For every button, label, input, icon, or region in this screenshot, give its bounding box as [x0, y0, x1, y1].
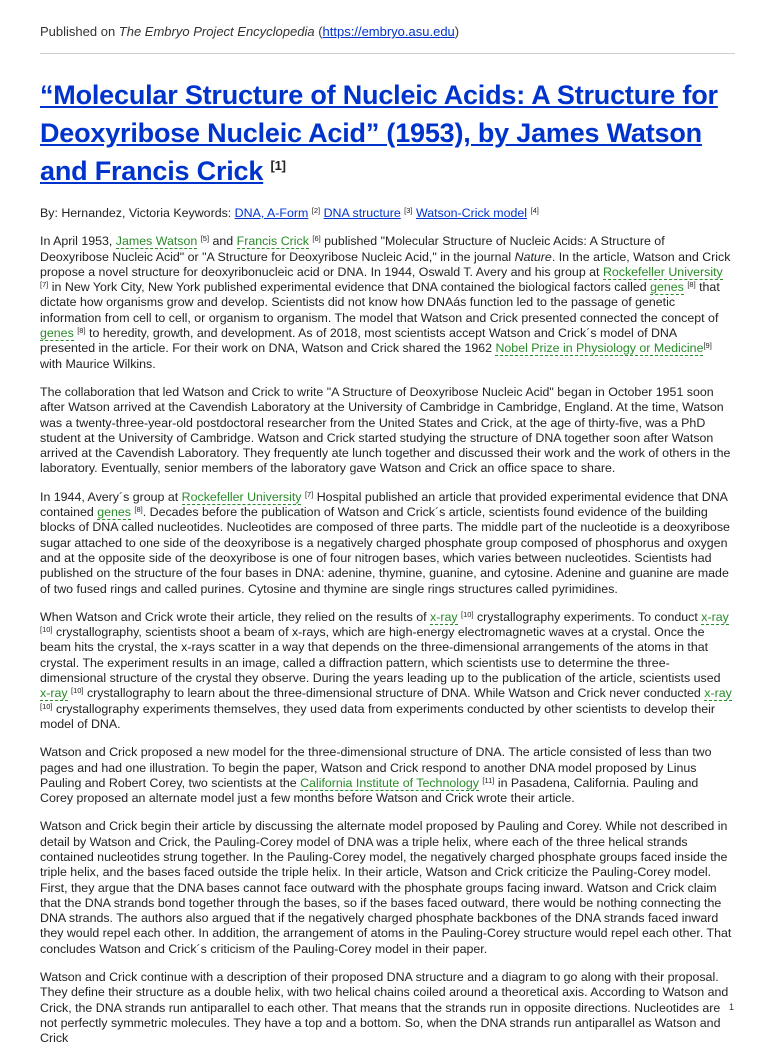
- link-francis-crick[interactable]: Francis Crick: [236, 234, 309, 249]
- article-title-link[interactable]: “Molecular Structure of Nucleic Acids: A Structure for Deoxyribose Nucleic Acid” (1953), by James Watson and Francis Crick: [40, 80, 718, 186]
- text: In April 1953,: [40, 234, 116, 249]
- url-close: ): [454, 24, 460, 39]
- text: . Decades before the publication of Watson and Crick´s article, scientists found evidence of the building blocks of DNA called nucleotides. Nucleotides are composed of three parts. The middle part of the nucleotide is a deoxyribose sugar attached to one side of the deoxyribose is a negatively charged phosphate group composed of phosphorus and oxygen and at the opposite side of the deoxyribose is one of four nitrogen bases, which varies between nucleotides. Scientists had published on the structure of the four bases in DNA: adenine, thymine, guanine, and cytosine. Adenine and guanine are made of two fused rings and called purines. Cytosine and thymine are single rings structures called pyrimidines.: [40, 505, 730, 596]
- header-divider: [40, 53, 735, 54]
- ref: [8]: [77, 326, 86, 336]
- ref: [9]: [703, 341, 712, 351]
- link-nobel-prize[interactable]: Nobel Prize in Physiology or Medicine: [495, 341, 704, 356]
- link-genes[interactable]: genes: [650, 280, 684, 295]
- ref: [5]: [200, 234, 210, 244]
- ref: [3]: [404, 206, 413, 215]
- journal-name: Nature: [514, 249, 552, 264]
- keyword-dna-a-form[interactable]: DNA, A-Form: [234, 206, 309, 220]
- text: Hospital published an article that provided experimental evidence that DNA contained: [40, 489, 728, 520]
- page-number: 1: [728, 1002, 734, 1012]
- article-title: [40, 76, 730, 190]
- link-x-ray[interactable]: x-ray: [704, 686, 732, 701]
- link-caltech[interactable]: California Institute of Technology: [300, 775, 479, 790]
- byline: [40, 206, 734, 221]
- published-prefix: Published on: [40, 24, 119, 39]
- link-x-ray[interactable]: x-ray: [40, 686, 68, 701]
- paragraph-2: The collaboration that led Watson and Crick to write "A Structure of Deoxyribose Nucleic Acid" began in October 1951 soon after Watson arrived at the Cavendish Laboratory at the University of Cambridge in Cambridge, England. At the time, Watson was a twenty-three-year-old postdoctoral researcher from the United States and Crick, at the age of thirty-five, was a PhD student at the University of Cambridge. Watson and Crick started studying the structure of DNA together soon after Watson arrived at the Cavendish Laboratory. They frequently ate lunch together and discussed their work and the work of others in the laboratory. Eventually, senior members of the laboratory gave Watson and Crick an office space to share.: [40, 384, 731, 476]
- article-body: [40, 206, 734, 1060]
- url-open: (: [314, 24, 323, 39]
- ref: [2]: [311, 206, 321, 215]
- ref: [10]: [40, 625, 53, 635]
- embryo-url-link[interactable]: https://embryo.asu.edu: [322, 24, 455, 39]
- paragraph-1: [40, 234, 734, 372]
- link-james-watson[interactable]: James Watson: [115, 234, 198, 249]
- paragraph-4: [40, 610, 734, 732]
- ref: [7]: [304, 489, 314, 499]
- ref: [6]: [312, 234, 321, 244]
- paragraph-5: [40, 745, 734, 806]
- title-ref: [1]: [270, 158, 286, 173]
- text: crystallography to learn about the three-dimensional structure of DNA. While Watson and Crick never conducted: [83, 686, 705, 701]
- text: . In the article, Watson and Crick propose a novel structure for deoxyribonucleic acid or DNA. In 1944, Oswald T. Avery and his group at: [40, 249, 731, 279]
- ref: [7]: [40, 280, 49, 290]
- link-rockefeller-university[interactable]: Rockefeller University: [181, 489, 302, 504]
- ref: [10]: [461, 609, 474, 619]
- link-rockefeller-university[interactable]: Rockefeller University: [602, 264, 723, 279]
- text: crystallography, scientists shoot a beam of x-rays, which are high-energy electromagnetic waves at a crystal. Once the beam hits the crystal, the x-rays scatter in a way that depends on the three-dimensional arrangements of the atoms in that crystal. The experiment results in an image, called a diffraction pattern, which scientists use to determine the three-dimensional structure of the crystal they observe. During the years leading up to the publication of the article, scientists used: [40, 625, 721, 686]
- paragraph-3: [40, 490, 734, 597]
- published-header: [40, 24, 730, 40]
- ref: [10]: [40, 701, 53, 711]
- publication-name: The Embryo Project Encyclopedia: [118, 24, 315, 39]
- paragraph-7: Watson and Crick continue with a description of their proposed DNA structure and a diagram to go along with their proposal. They define their structure as a double helix, with two helical chains coiled around a theoretical axis. According to Watson and Crick, the DNA strands run antiparallel to each other. That means that the strands run in opposite directions. Nucleotides are not perfectly symmetric molecules. They have a top and a bottom. So, when the DNA strands run antiparallel as Watson and Crick: [40, 970, 729, 1046]
- text: to heredity, growth, and development. As of 2018, most scientists accept Watson and Crick´s model of DNA presented in the article. For their work on DNA, Watson and Crick shared the 1962: [40, 326, 677, 356]
- ref: [10]: [71, 686, 84, 696]
- link-genes[interactable]: genes: [40, 326, 74, 341]
- ref: [4]: [530, 206, 539, 215]
- link-genes[interactable]: genes: [97, 505, 131, 520]
- paragraph-6: Watson and Crick begin their article by discussing the alternate model proposed by Pauling and Corey. While not described in detail by Watson and Crick, the Pauling-Corey model of DNA was a triple helix, where each of the three helical strands contained nucleotides strung together. In the Pauling-Corey model, the negatively charged phosphate groups faced inside the triple helix, and the bases faced outside the triple helix. In their article, Watson and Crick criticize the Pauling-Corey model. First, they argue that the DNA bases cannot face outward with the phosphate groups facing inward. Watson and Crick claim that the DNA strands bond together through the bases, so if the bases faced outward, there would be nothing connecting the DNA strands. The authors also argued that if the negatively charged phosphate backbones of the DNA strands faced inward they would repel each other. In addition, the arrangement of atoms in the Pauling-Corey structure would repel each other. That concludes Watson and Crick´s criticism of the Pauling-Corey model in their paper.: [40, 819, 732, 956]
- text: crystallography experiments. To conduct: [473, 609, 702, 624]
- keyword-watson-crick-model[interactable]: Watson-Crick model: [415, 206, 528, 220]
- ref: [8]: [134, 505, 143, 515]
- text: in New York City, New York published experimental evidence that DNA contained the biological factors called: [48, 280, 651, 295]
- text: and: [209, 234, 237, 249]
- text: Watson and Crick proposed a new model for the three-dimensional structure of DNA. The article consisted of less than two pages and had one illustration. To begin the paper, Watson and Crick respond to another DNA model proposed by Linus Pauling and Robert Corey, two scientists at the: [40, 745, 712, 790]
- link-x-ray[interactable]: x-ray: [701, 609, 729, 624]
- keyword-dna-structure[interactable]: DNA structure: [323, 206, 401, 220]
- text: When Watson and Crick wrote their article, they relied on the results of: [40, 609, 431, 624]
- link-x-ray[interactable]: x-ray: [430, 609, 458, 624]
- text: published "Molecular Structure of Nucleic Acids: A Structure of Deoxyribose Nucleic Acid" or "A Structure for Deoxyribose Nucleic Acid," in the journal: [40, 234, 665, 264]
- byline-text: By: Hernandez, Victoria Keywords:: [40, 206, 235, 220]
- text: crystallography experiments themselves, they used data from experiments conducted by other scientists to develop their model of DNA.: [40, 701, 716, 731]
- text: that dictate how organisms grow and develop. Scientists did not know how DNAás function led to the passage of genetic information from cell to cell, or organism to organism. The model that Watson and Crick presented connected the concept of: [40, 280, 720, 325]
- ref: [11]: [482, 775, 495, 785]
- text: In 1944, Avery´s group at: [40, 489, 182, 504]
- text: in Pasadena, California. Pauling and Corey proposed an alternate model just a few months before Watson and Crick wrote their article.: [40, 775, 699, 806]
- ref: [8]: [687, 280, 696, 290]
- text: with Maurice Wilkins.: [40, 356, 156, 371]
